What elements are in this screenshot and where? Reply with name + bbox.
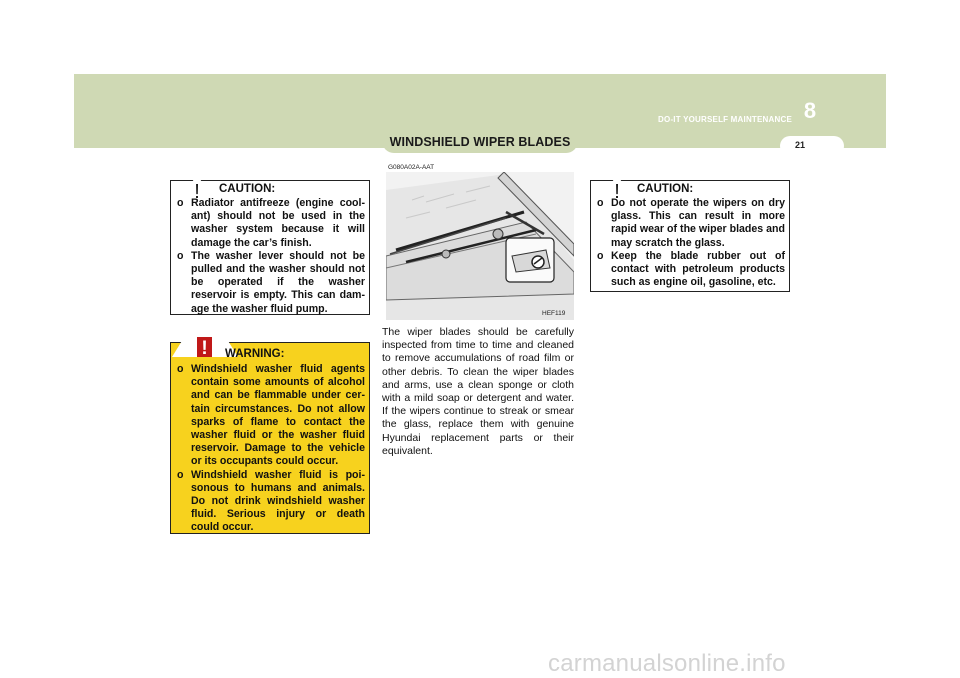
list-item bbox=[177, 469, 365, 535]
list-item bbox=[177, 363, 365, 469]
warning-list bbox=[177, 363, 365, 535]
caution-item-text: Do not operate the wipers on dry glass. This can result in more rapid wear of the wiper blades and may scratch the glass. bbox=[611, 197, 785, 249]
caution-item-text: The washer lever should not be pulled and the washer should not be operated if the washer reservoir is empty. This can dam-age the washer fluid pump. bbox=[191, 249, 365, 315]
procedure-code: G080A02A-AAT bbox=[388, 164, 435, 171]
bullet: o bbox=[177, 468, 184, 481]
page-number: 21 bbox=[794, 140, 805, 150]
warning-item-text: Windshield washer fluid is poi-sonous to humans and animals. Do not drink windshield washer fluid. Serious injury or death could occur. bbox=[191, 468, 365, 534]
caution-box-left bbox=[170, 180, 370, 315]
bullet: o bbox=[177, 197, 184, 209]
bullet: o bbox=[597, 197, 604, 209]
bullet: o bbox=[177, 363, 184, 375]
figure-caption: HEF119 bbox=[542, 310, 566, 317]
list-item bbox=[177, 250, 365, 316]
chapter-number: 8 bbox=[803, 98, 817, 123]
svg-text:!: ! bbox=[614, 181, 620, 203]
bullet: o bbox=[177, 249, 184, 262]
caution-list bbox=[177, 197, 365, 316]
wiper-blade-illustration bbox=[386, 172, 574, 320]
svg-text:!: ! bbox=[201, 338, 208, 359]
warning-title: WARNING: bbox=[225, 348, 285, 360]
list-item bbox=[597, 197, 785, 250]
caution-box-right bbox=[590, 180, 790, 292]
list-item bbox=[597, 250, 785, 290]
list-item bbox=[177, 197, 365, 250]
caution-item-text: Radiator antifreeze (engine cool-ant) should not be used in the washer system because it will damage the car’s finish. bbox=[191, 197, 365, 249]
section-title: WINDSHIELD WIPER BLADES bbox=[382, 131, 578, 153]
svg-text:!: ! bbox=[194, 181, 200, 203]
watermark: carmanualsonline.info bbox=[548, 650, 786, 677]
body-paragraph: The wiper blades should be carefully inspected from time to time and cleaned to remove accumulations of road film or other debris. To clean the wiper blades and arms, use a clean sponge or cloth with a mild soap or detergent and water. If the wipers continue to streak or smear the glass, replace them with genuine Hyundai replacement parts or their equivalent. bbox=[382, 326, 574, 457]
warning-item-text: Windshield washer fluid agents contain some amounts of alcohol and can be flammable under cer-tain circumstances. Do not allow sparks of flame to contact the washer fluid or the washer fluid reservoir. Damage to the vehicle or its occupants could occur. bbox=[191, 363, 365, 468]
bullet: o bbox=[597, 249, 604, 262]
warning-box bbox=[170, 338, 370, 534]
chapter-title: DO-IT YOURSELF MAINTENANCE bbox=[658, 115, 792, 124]
caution-list bbox=[597, 197, 785, 289]
caution-title: CAUTION: bbox=[219, 183, 276, 195]
caution-item-text: Keep the blade rubber out of contact with petroleum products such as engine oil, gasoline, etc. bbox=[611, 249, 785, 289]
caution-title: CAUTION: bbox=[637, 183, 694, 195]
